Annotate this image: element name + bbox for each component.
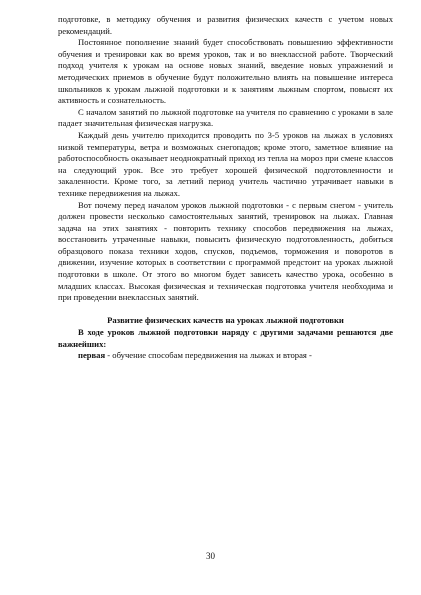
document-page (58, 14, 393, 362)
paragraph-knowledge: Постоянное пополнение знаний будет способствовать повышению эффективности обучения и тренировки как во время уроков, так и во внеклассной работе. Творческий подход учителя к урокам на основе новых знаний, введение новых упражнений и методических приемов в обучение будут положительно влиять на повышение интереса школьников к урокам лыжной подготовки и к занятиям лыжным спортом, повысят их активность и сознательность. (58, 37, 393, 106)
paragraph-daily-lessons: Каждый день учителю приходится проводить по 3-5 уроков на лыжах в условиях низкой температуры, ветра и возможных снегопадов; кроме этого, заметное влияние на работоспособность оказывает неоднократный приход из тепла на мороз при смене классов на следующий урок. Все это требует хорошей физической подготовленности и закаленности. Кроме того, за летний период учитель частично утрачивает навыки в технике передвижения на лыжах. (58, 129, 393, 198)
first-task-label: первая (78, 350, 106, 361)
page-number: 30 (206, 551, 215, 561)
paragraph-physical-load: С началом занятий по лыжной подготовке на учителя по сравнению с уроками в зале падает значительная физическая нагрузка. (58, 106, 393, 129)
section-heading: Развитие физических качеств на уроках лыжной подготовки (107, 315, 344, 326)
first-task-text: - обучение способам передвижения на лыжах и вторая - (105, 350, 312, 361)
paragraph-preparation: Вот почему перед началом уроков лыжной подготовки - с первым снегом - учитель должен провести несколько самостоятельных занятий, тренировок на лыжах. Главная задача на этих занятиях - повторить технику способов передвижения на лыжах, восстановить утраченные навыки, повысить физическую подготовленность, добиться образцового показа техники ходов, спусков, подъемов, торможения и поворотов в движении, изучение которых в соответствии с программой предстоит на уроках лыжной подготовки в школе. От этого во многом будет зависеть качество урока, особенно в младших классах. Высокая физическая и техническая подготовка учителя необходима и при проведении внеклассных занятий. (58, 199, 393, 303)
paragraph-first-task (58, 350, 393, 362)
paragraph-two-tasks: В ходе уроков лыжной подготовки наряду с другими задачами решаются две важнейших: (58, 327, 393, 349)
section-gap (58, 304, 393, 316)
paragraph-continuation: подготовке, в методику обучения и развития физических качеств с учетом новых рекомендаций. (58, 14, 393, 36)
